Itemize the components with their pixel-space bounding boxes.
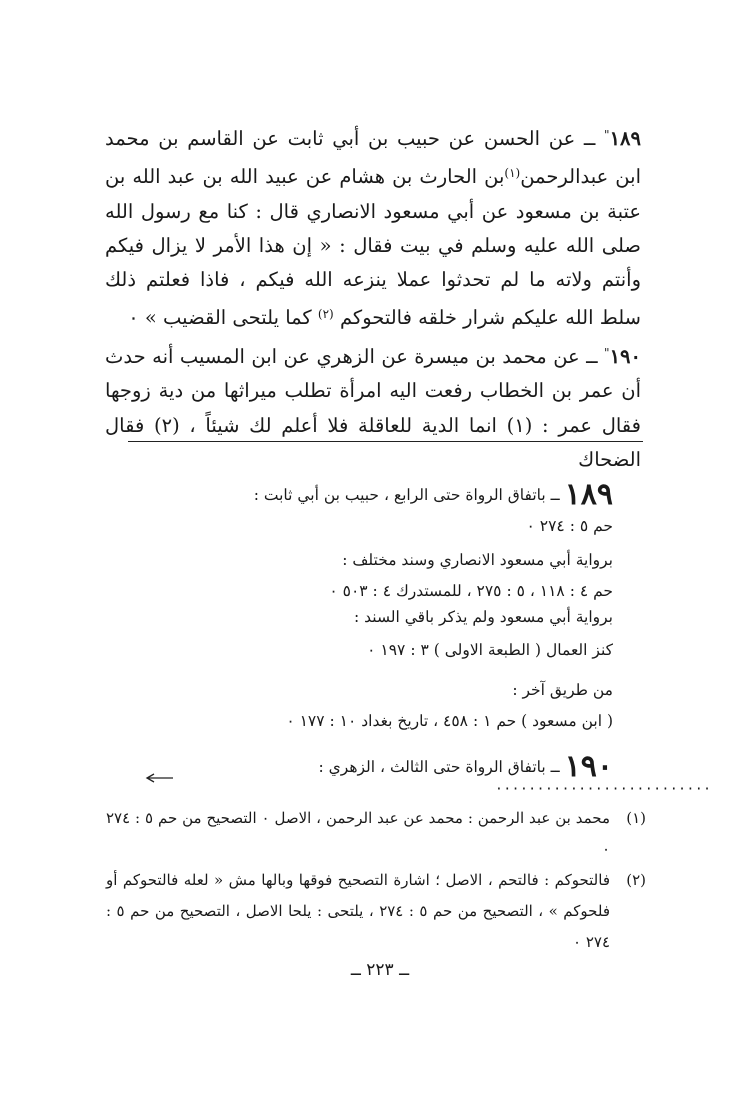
footnote-separator: ·························· — [495, 782, 712, 797]
footnote-1 — [106, 803, 646, 865]
hadith-189-paragraph — [105, 118, 641, 336]
hadith-189-text-part1: ــ عن الحسن عن حبيب بن أبي ثابت عن القاسم بن محمد ابن عبدالرحمن — [105, 127, 641, 189]
hadith-number-mark: " — [604, 128, 610, 142]
takhrij-189-heading — [113, 477, 613, 512]
hadith-190-paragraph — [105, 336, 641, 477]
footnote-ref-2: (٢) — [154, 413, 180, 437]
takhrij-189-number: ١٨٩ — [564, 477, 613, 512]
hadith-190-text-part1: ــ عن محمد بن ميسرة عن الزهري عن ابن المسيب أنه حدث أن عمر بن الخطاب رفعت اليه امرأة تطلب ميراثها من دية زوجها فقال عمر : — [105, 345, 641, 437]
takhrij-line-5: برواية أبي مسعود ولم يذكر باقي السند : — [354, 608, 613, 626]
takhrij-line-6: كنز العمال ( الطبعة الاولى ) ٣ : ١٩٧ ٠ — [367, 641, 613, 659]
hadith-190-text-part3: فقال الضحاك — [105, 413, 641, 471]
footnote-2 — [106, 865, 646, 958]
footnotes — [106, 803, 646, 958]
continuation-arrow-icon — [144, 770, 174, 786]
footnote-ref-1: (١) — [504, 166, 521, 181]
takhrij-line-3: برواية أبي مسعود الانصاري وسند مختلف : — [342, 551, 613, 569]
footnote-2-text: فالتحوكم : فالتحم ، الاصل ؛ اشارة التصحيح فوقها وبالها مش « لعله فالتحوكم أو فلحوكم » ، التصحيح من حم ٥ : ٢٧٤ ، يلتحى : يلحا الاصل ، التصحيح من حم ٥ : ٢٧٤ ٠ — [106, 871, 610, 951]
footnote-1-text: محمد بن عبد الرحمن : محمد عن عبد الرحمن ، الاصل ٠ التصحيح من حم ٥ : ٢٧٤ ٠ — [106, 809, 611, 858]
takhrij-line-7: من طريق آخر : — [512, 681, 613, 699]
footnote-1-marker: (١) — [626, 809, 646, 827]
footnote-2-marker: (٢) — [626, 871, 646, 889]
takhrij-190-number: ١٩٠ — [564, 749, 613, 784]
takhrij-189-text: ــ باتفاق الرواة حتى الرابع ، حبيب بن أبي ثابت : — [253, 486, 565, 504]
hadith-190-number: ١٩٠ — [609, 345, 641, 368]
hadith-number-mark: " — [604, 346, 610, 360]
takhrij-line-8: ( ابن مسعود ) حم ١ : ٤٥٨ ، تاريخ بغداد ١٠ : ١٧٧ ٠ — [286, 712, 613, 730]
hadith-189-number: ١٨٩ — [609, 127, 641, 150]
page-number: ــ ٢٢٣ ــ — [350, 960, 410, 980]
takhrij-190-heading — [113, 749, 613, 784]
hadith-189-text-part3: كما يلتحى القضيب » ٠ — [128, 306, 318, 330]
hadith-190-text-part2: انما الدية للعاقلة فلا أعلم لك شيئاً ، — [179, 413, 507, 437]
takhrij-190-text: ــ باتفاق الرواة حتى الثالث ، الزهري : — [318, 758, 565, 776]
footnote-ref-1: (١) — [506, 413, 533, 437]
takhrij-line-4: حم ٤ : ١١٨ ، ٥ : ٢٧٥ ، للمستدرك ٤ : ٥٠٣ ٠ — [329, 582, 613, 600]
takhrij-line-2: حم ٥ : ٢٧٤ ٠ — [526, 517, 613, 535]
section-divider — [128, 441, 643, 442]
footnote-ref-2: (٢) — [317, 307, 334, 322]
hadith-189-text-part2: بن الحارث بن هشام عن عبيد الله بن عبد الله بن عتبة بن مسعود عن أبي مسعود الانصاري قال : كنا مع رسول الله صلى الله عليه وسلم في بيت فقال : « إن هذا الأمر لا يزال فيكم وأنتم ولاته ما لم تحدثوا عملا ينزعه الله فيكم ، فاذا فعلتم ذلك سلط الله عليكم شرار خلقه فالتحوكم — [105, 165, 641, 330]
